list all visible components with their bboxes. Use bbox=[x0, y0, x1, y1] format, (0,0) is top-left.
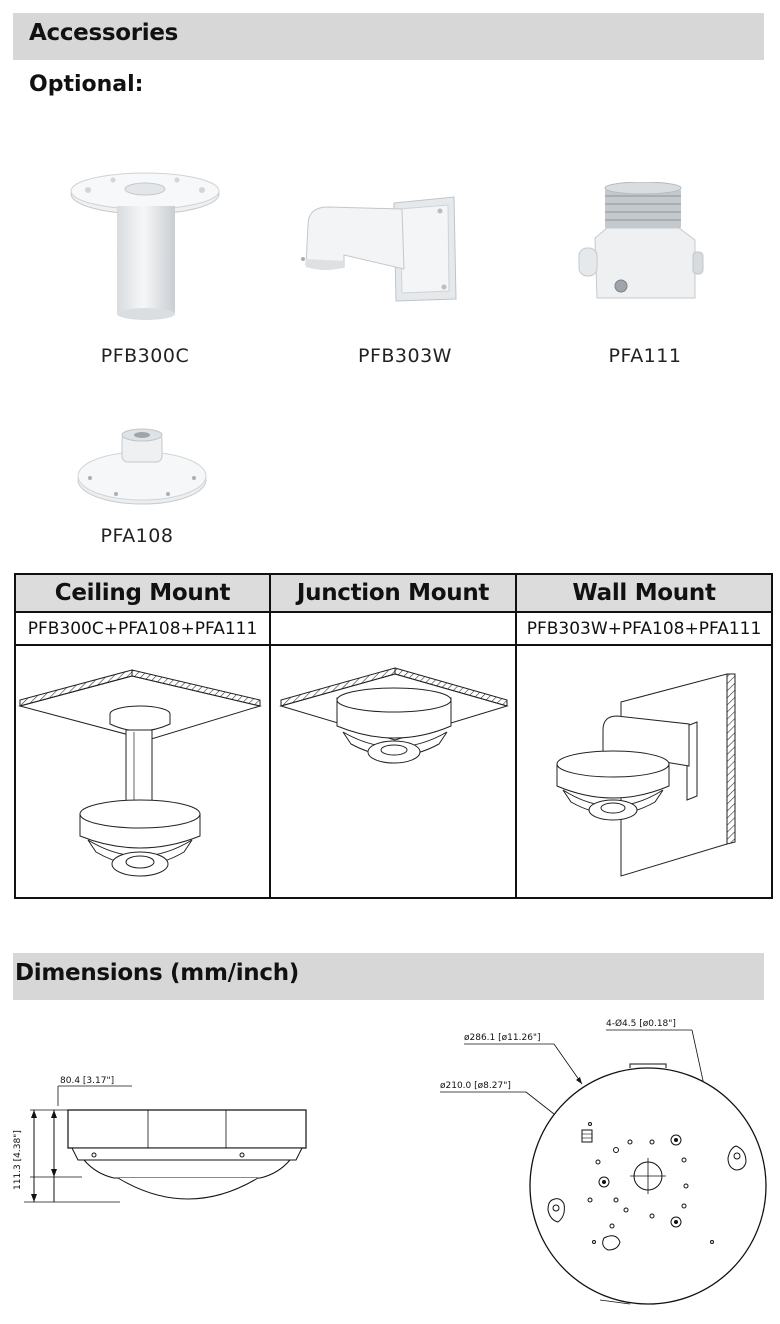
accessories-title: Accessories bbox=[29, 20, 179, 46]
mount-combo-row bbox=[15, 612, 772, 645]
optional-label: Optional: bbox=[29, 72, 144, 97]
pendant-mount-image bbox=[68, 170, 222, 322]
side-view-drawing bbox=[10, 1060, 310, 1210]
mount-plate-image bbox=[76, 428, 208, 508]
product-label-pfb300c: PFB300C bbox=[100, 345, 190, 367]
inner-diameter-label: ø210.0 [ø8.27"] bbox=[440, 1081, 511, 1091]
height-total-label: 111.3 [4.38"] bbox=[13, 1130, 23, 1190]
wall-bracket-image bbox=[298, 195, 458, 303]
bottom-view-drawing bbox=[430, 1010, 780, 1315]
combo-ceiling: PFB300C+PFA108+PFA111 bbox=[15, 612, 270, 645]
ceiling-mount-cell bbox=[15, 645, 270, 898]
wall-mount-cell bbox=[516, 645, 772, 898]
mount-image-row bbox=[15, 645, 772, 898]
ceiling-mount-drawing bbox=[16, 646, 269, 897]
hole-spec-label: 4-Ø4.5 [ø0.18"] bbox=[606, 1019, 676, 1029]
col-header-ceiling: Ceiling Mount bbox=[15, 574, 270, 612]
product-label-pfb303w: PFB303W bbox=[358, 345, 452, 367]
col-header-junction: Junction Mount bbox=[270, 574, 516, 612]
product-label-pfa108: PFA108 bbox=[100, 525, 174, 547]
product-label-pfa111: PFA111 bbox=[608, 345, 682, 367]
outer-diameter-label: ø286.1 [ø11.26"] bbox=[464, 1033, 541, 1043]
adapter-image bbox=[577, 182, 705, 310]
junction-mount-drawing bbox=[271, 646, 515, 897]
wall-mount-drawing bbox=[517, 646, 771, 897]
dimensions-title: Dimensions (mm/inch) bbox=[15, 960, 299, 986]
mount-table bbox=[14, 573, 773, 899]
col-header-wall: Wall Mount bbox=[516, 574, 772, 612]
mount-header-row bbox=[15, 574, 772, 612]
junction-mount-cell bbox=[270, 645, 516, 898]
combo-wall: PFB303W+PFA108+PFA111 bbox=[516, 612, 772, 645]
combo-junction bbox=[270, 612, 516, 645]
height-top-label: 80.4 [3.17"] bbox=[60, 1076, 115, 1086]
